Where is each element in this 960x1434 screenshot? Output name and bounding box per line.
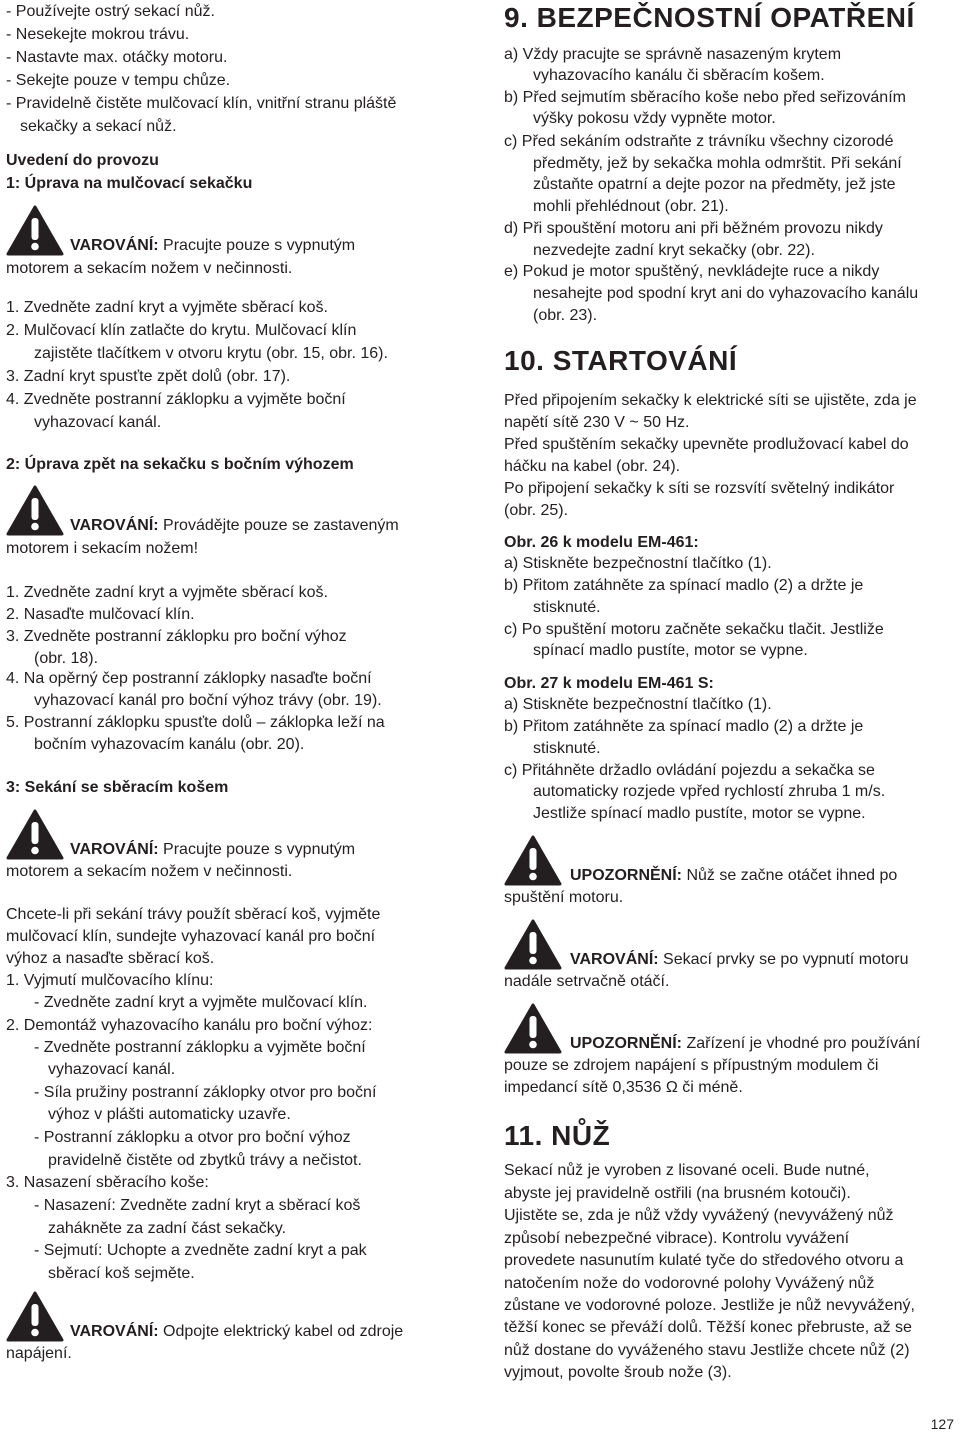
paragraph-line: natočením nože do vodorovné polohy Vyvážený nůž — [504, 1275, 875, 1292]
list-item: 3. Zvedněte postranní záklopku pro boční výhoz — [6, 628, 347, 645]
section-11-heading: 11. NŮŽ — [504, 1120, 611, 1151]
notice-text: UPOZORNĚNÍ: Zařízení je vhodné pro používání — [570, 1035, 921, 1052]
list-item-cont: (obr. 18). — [34, 650, 99, 667]
intro-line: - Nastavte max. otáčky motoru. — [6, 49, 228, 66]
paragraph-line: Po připojení sekačky k síti se rozsvítí světelný indikátor — [504, 480, 895, 497]
intro-line: - Nesekejte mokrou trávu. — [6, 26, 190, 43]
list-item: 3. Zadní kryt spusťte zpět dolů (obr. 17). — [6, 368, 291, 385]
list-item-cont: zůstaňte opatrní a dejte pozor na předměty, jež jste — [533, 176, 896, 193]
list-item: 4. Zvedněte postranní záklopku a vyjměte boční — [6, 391, 346, 408]
paragraph-line: háčku na kabel (obr. 24). — [504, 458, 681, 475]
warning-text: VAROVÁNÍ: Odpojte elektrický kabel od zdroje — [70, 1323, 404, 1340]
warning-icon — [6, 1290, 64, 1342]
paragraph-line: výhoz a nasaďte sběrací koš. — [6, 950, 215, 967]
intro-line: sekačky a sekací nůž. — [20, 118, 177, 135]
list-item: 1. Zvedněte zadní kryt a vyjměte sběrací koš. — [6, 584, 328, 601]
list-item: a) Vždy pracujte se správně nasazeným krytem — [504, 46, 842, 63]
list-item-cont: zajistěte tlačítkem v otvoru krytu (obr. 15, obr. 16). — [34, 345, 388, 362]
warning-text-cont: motorem i sekacím nožem! — [6, 540, 199, 557]
warning-icon — [504, 918, 562, 970]
paragraph-line: napětí sítě 230 V ~ 50 Hz. — [504, 414, 690, 431]
list-item-cont: stisknuté. — [533, 599, 601, 616]
sub-item: - Postranní záklopku a otvor pro boční výhoz — [34, 1129, 351, 1146]
list-item: 2. Mulčovací klín zatlačte do krytu. Mulčovací klín — [6, 322, 357, 339]
intro-line: - Sekejte pouze v tempu chůze. — [6, 72, 231, 89]
list-item: 1. Zvedněte zadní kryt a vyjměte sběrací koš. — [6, 299, 328, 316]
paragraph-line: vyjmout, povolte šroub nože (3). — [504, 1364, 732, 1381]
list-item: 2. Demontáž vyhazovacího kanálu pro boční výhoz: — [6, 1017, 373, 1034]
sub-item-cont: výhoz v plášti automaticky uzavře. — [48, 1106, 291, 1123]
sub-item-cont: sběrací koš sejměte. — [48, 1265, 195, 1282]
section-10-heading: 10. STARTOVÁNÍ — [504, 345, 738, 376]
notice-text-cont: spuštění motoru. — [504, 889, 624, 906]
paragraph-line: Před připojením sekačky k elektrické síti se ujistěte, zda je — [504, 392, 917, 409]
list-item-cont: vyhazovací kanál. — [34, 414, 162, 431]
list-item: 5. Postranní záklopku spusťte dolů – záklopka leží na — [6, 714, 385, 731]
list-item: c) Přitáhněte držadlo ovládání pojezdu a sekačka se — [504, 762, 875, 779]
list-item: c) Po spuštění motoru začněte sekačku tlačit. Jestliže — [504, 621, 884, 638]
list-item: b) Před sejmutím sběracího koše nebo před seřizováním — [504, 89, 906, 106]
list-item: c) Před sekáním odstraňte z trávníku všechny cizorodé — [504, 133, 894, 150]
sub-item: - Zvedněte postranní záklopku a vyjměte boční — [34, 1039, 366, 1056]
sub-item: - Nasazení: Zvedněte zadní kryt a sběrací koš — [34, 1197, 361, 1214]
warning-text: VAROVÁNÍ: Provádějte pouze se zastaveným — [70, 517, 399, 534]
warning-text: VAROVÁNÍ: Pracujte pouze s vypnutým — [70, 237, 356, 254]
sub-item: - Zvedněte zadní kryt a vyjměte mulčovací klín. — [34, 994, 368, 1011]
list-item-cont: mohli přehlédnout (obr. 21). — [533, 198, 729, 215]
warning-text-cont: napájení. — [6, 1345, 72, 1362]
warning-icon — [6, 808, 64, 860]
fig26-heading: Obr. 26 k modelu EM-461: — [504, 534, 699, 551]
notice-text-cont: pouze se zdrojem napájení s přípustným modulem či — [504, 1057, 879, 1074]
list-item-cont: stisknuté. — [533, 740, 601, 757]
paragraph-line: nůž dostane do vyváženého stavu Jestliže chcete nůž (2) — [504, 1342, 910, 1359]
paragraph-line: Před spuštěním sekačky upevněte prodlužovací kabel do — [504, 436, 909, 453]
list-item: d) Při spouštění motoru ani při běžném provozu nikdy — [504, 220, 883, 237]
commissioning-heading: Uvedení do provozu — [6, 152, 159, 169]
paragraph-line: Sekací nůž je vyroben z lisované oceli. Bude nutné, — [504, 1162, 870, 1179]
list-item: 4. Na opěrný čep postranní záklopky nasaďte boční — [6, 670, 372, 687]
list-item-cont: automaticky rozjede vpřed rychlostí zhruba 1 m/s. — [533, 783, 886, 800]
warning-text: VAROVÁNÍ: Sekací prvky se po vypnutí motoru — [570, 951, 909, 968]
list-item-cont: (obr. 23). — [533, 307, 598, 324]
warning-icon — [6, 484, 64, 536]
paragraph-line: abyste jej pravidelně ostřili (na brusném kotouči). — [504, 1185, 851, 1202]
sub-item-cont: pravidelně čistěte od zbytků trávy a nečistot. — [48, 1152, 362, 1169]
step2-heading: 2: Úprava zpět na sekačku s bočním výhozem — [6, 456, 354, 473]
intro-line: - Pravidelně čistěte mulčovací klín, vnitřní stranu pláště — [6, 95, 397, 112]
warning-text-cont: nadále setrvačně otáčí. — [504, 973, 670, 990]
notice-text-cont: impedancí sítě 0,3536 Ω či méně. — [504, 1079, 743, 1096]
paragraph-line: provedete nasunutím kulaté tyče do středového otvoru a — [504, 1252, 904, 1269]
sub-item-cont: zahákněte za zadní část sekačky. — [48, 1220, 287, 1237]
warning-icon — [504, 834, 562, 886]
sub-item: - Síla pružiny postranní záklopky otvor pro boční — [34, 1084, 377, 1101]
list-item-cont: bočním vyhazovacím kanálu (obr. 20). — [34, 736, 305, 753]
intro-line: - Používejte ostrý sekací nůž. — [6, 3, 215, 20]
paragraph-line: způsobí nebezpečné vibrace). Kontrolu vyvážení — [504, 1230, 850, 1247]
warning-text-cont: motorem a sekacím nožem v nečinnosti. — [6, 863, 293, 880]
paragraph-line: těžší konec se převáží dolů. Těžší konec přebruste, až se — [504, 1319, 912, 1336]
list-item-cont: Jestliže spínací madlo pustíte, motor se vypne. — [533, 805, 866, 822]
list-item-cont: spínací madlo pustíte, motor se vypne. — [533, 642, 808, 659]
list-item-cont: vyhazovací kanál pro boční výhoz trávy (obr. 19). — [34, 692, 382, 709]
paragraph-line: mulčovací klín, sundejte vyhazovací kanál pro boční — [6, 928, 376, 945]
list-item-cont: předměty, jež by sekačka mohla odmrštit. Při sekání — [533, 155, 902, 172]
sub-item: - Sejmutí: Uchopte a zvedněte zadní kryt a pak — [34, 1242, 367, 1259]
notice-text: UPOZORNĚNÍ: Nůž se začne otáčet ihned po — [570, 867, 898, 884]
list-item: a) Stiskněte bezpečnostní tlačítko (1). — [504, 555, 772, 572]
section-9-heading: 9. BEZPEČNOSTNÍ OPATŘENÍ — [504, 2, 915, 33]
list-item-cont: nesahejte pod spodní kryt ani do vyhazovacího kanálu — [533, 285, 919, 302]
sub-item-cont: vyhazovací kanál. — [48, 1061, 176, 1078]
list-item: a) Stiskněte bezpečnostní tlačítko (1). — [504, 696, 772, 713]
paragraph-line: Ujistěte se, zda je nůž vždy vyvážený (nevyvážený nůž — [504, 1207, 894, 1224]
list-item-cont: výšky pokosu vždy vypněte motor. — [533, 110, 776, 127]
paragraph-line: (obr. 25). — [504, 502, 569, 519]
step1-heading: 1: Úprava na mulčovací sekačku — [6, 175, 253, 192]
list-item: b) Přitom zatáhněte za spínací madlo (2) a držte je — [504, 577, 864, 594]
paragraph-line: zůstane ve vodorovné poloze. Jestliže je nůž nevyvážený, — [504, 1297, 915, 1314]
list-item: 3. Nasazení sběracího koše: — [6, 1174, 209, 1191]
list-item: 2. Nasaďte mulčovací klín. — [6, 606, 195, 623]
warning-text-cont: motorem a sekacím nožem v nečinnosti. — [6, 260, 293, 277]
page-number: 127 — [930, 1416, 954, 1432]
list-item-cont: nezvedejte zadní kryt sekačky (obr. 22). — [533, 242, 815, 259]
warning-text: VAROVÁNÍ: Pracujte pouze s vypnutým — [70, 841, 356, 858]
warning-icon — [504, 1002, 562, 1054]
list-item: b) Přitom zatáhněte za spínací madlo (2) a držte je — [504, 718, 864, 735]
list-item-cont: vyhazovacího kanálu či sběracím košem. — [533, 67, 825, 84]
list-item: e) Pokud je motor spuštěný, nevkládejte ruce a nikdy — [504, 263, 880, 280]
paragraph-line: Chcete-li při sekání trávy použít sběrací koš, vyjměte — [6, 906, 381, 923]
warning-icon — [6, 204, 64, 256]
fig27-heading: Obr. 27 k modelu EM-461 S: — [504, 675, 714, 692]
step3-heading: 3: Sekání se sběracím košem — [6, 779, 229, 796]
list-item: 1. Vyjmutí mulčovacího klínu: — [6, 972, 214, 989]
